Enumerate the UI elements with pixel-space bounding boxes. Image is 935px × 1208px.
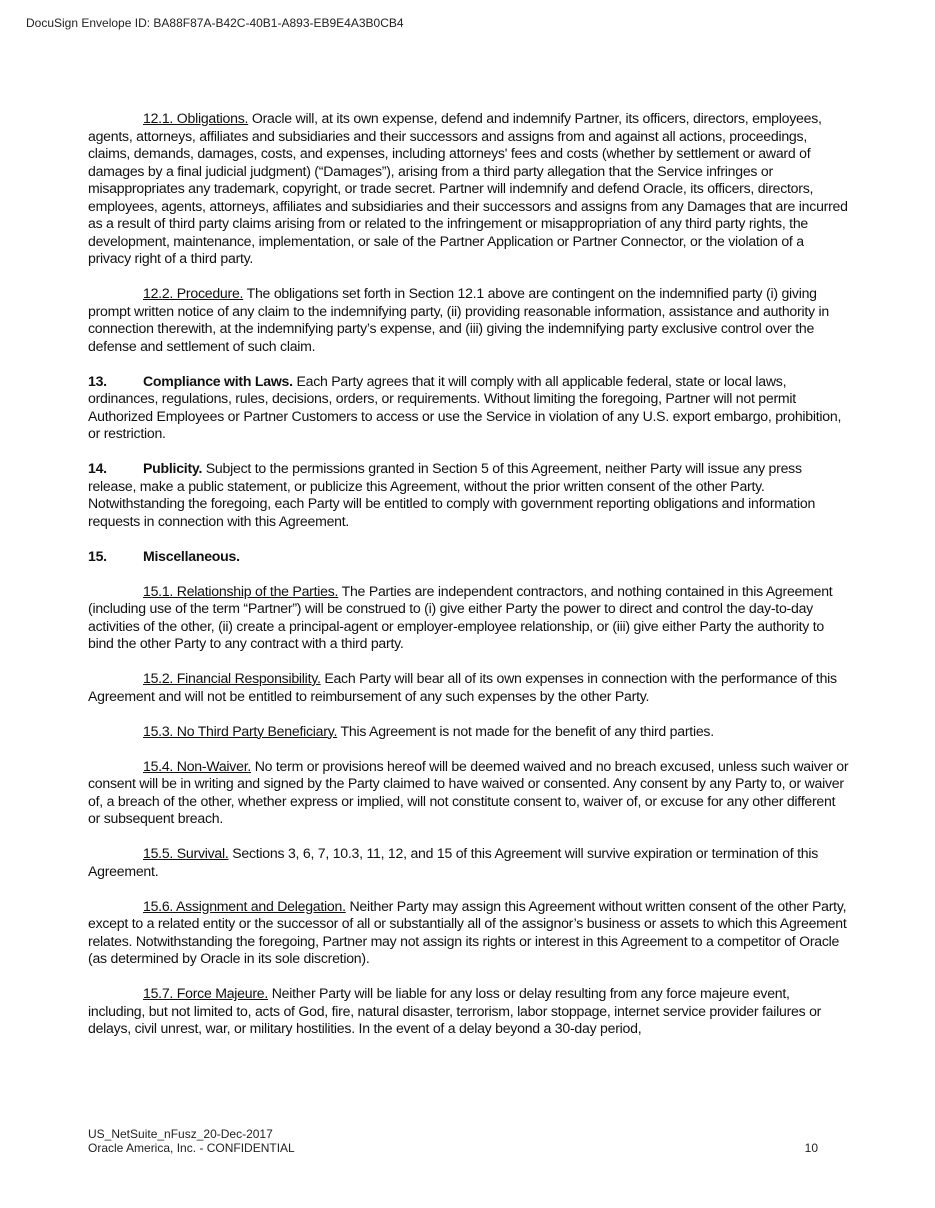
section-14-title: Publicity. <box>143 460 203 476</box>
section-15-4-title: 15.4. Non-Waiver. <box>143 757 252 774</box>
page-footer <box>88 1127 818 1155</box>
section-15-3-title: 15.3. No Third Party Beneficiary. <box>143 722 338 739</box>
document-body <box>88 110 850 1055</box>
section-13-title: Compliance with Laws. <box>143 372 293 389</box>
section-15-7-body: Neither Party will be liable for any loss or delay resulting from any force majeure event, including, but not limited to, acts of God, fire, natural disaster, terrorism, labor stoppage, internet service provider failures or delays, civil unrest, war, or military hostilities. In the event of a delay beyond a 30-day period, <box>88 985 822 1036</box>
section-15-number: 15. <box>88 547 107 564</box>
docusign-envelope-id: DocuSign Envelope ID: BA88F87A-B42C-40B1-A893-EB9E4A3B0CB4 <box>26 16 404 30</box>
section-13 <box>88 373 850 443</box>
section-15-2 <box>88 670 850 705</box>
section-13-number: 13. <box>88 372 107 389</box>
section-15-6-body: Neither Party may assign this Agreement without written consent of the other Party, except to a related entity or the successor of all or substantially all of the assignor’s business or assets to which this Agreement relates. Notwithstanding the foregoing, Partner may not assign its rights or interest in this Agreement to a competitor of Oracle (as determined by Oracle in its sole discretion). <box>88 897 847 966</box>
section-12-1 <box>88 110 850 268</box>
section-15-3-body: This Agreement is not made for the benefit of any third parties. <box>337 722 714 739</box>
section-15-6-title: 15.6. Assignment and Delegation. <box>143 897 346 914</box>
section-15-5-title: 15.5. Survival. <box>143 845 229 861</box>
page-number: 10 <box>804 1141 818 1155</box>
section-15-1-title: 15.1. Relationship of the Parties. <box>143 582 339 599</box>
section-15 <box>88 548 850 566</box>
section-15-6 <box>88 898 850 968</box>
section-15-1-body: The Parties are independent contractors, and nothing contained in this Agreement (including use of the term “Partner”) will be construed to (i) give either Party the power to direct and control the day-to-day activities of the other, (ii) create a principal-agent or employer-employee relationship, or (iii) give either Party the authority to bind the other Party to any contract with a third party. <box>88 582 833 651</box>
section-15-7 <box>88 985 850 1038</box>
section-12-2-title: 12.2. Procedure. <box>143 285 244 301</box>
section-15-4 <box>88 758 850 828</box>
section-14-body: Subject to the permissions granted in Section 5 of this Agreement, neither Party will issue any press release, make a public statement, or publicize this Agreement, without the prior written consent of the other Party. Notwithstanding the foregoing, each Party will be entitled to comply with government reporting obligations and information requests in connection with this Agreement. <box>88 460 816 529</box>
section-13-body: Each Party agrees that it will comply with all applicable federal, state or local laws, ordinances, regulations, rules, decisions, orders, or requirements. Without limiting the foregoing, Partner will not permit Authorized Employees or Partner Customers to access or use the Service in violation of any U.S. export embargo, prohibition, or restriction. <box>88 372 842 441</box>
section-15-title: Miscellaneous. <box>143 547 240 564</box>
section-15-2-title: 15.2. Financial Responsibility. <box>143 670 321 686</box>
section-15-2-body: Each Party will bear all of its own expenses in connection with the performance of this Agreement and will not be entitled to reimbursement of any such expenses by the other Party. <box>88 670 837 704</box>
footer-confidential: Oracle America, Inc. - CONFIDENTIAL <box>88 1141 295 1155</box>
section-15-4-body: No term or provisions hereof will be deemed waived and no breach excused, unless such waiver or consent will be in writing and signed by the Party claimed to have waived or consented. Any consent by any Party to, or waiver of, a breach of the other, whether express or implied, will not constitute consent to, waiver of, or excuse for any other different or subsequent breach. <box>88 757 849 826</box>
section-15-1 <box>88 583 850 653</box>
section-15-7-title: 15.7. Force Majeure. <box>143 985 269 1001</box>
section-12-2-body: The obligations set forth in Section 12.1 above are contingent on the indemnified party (i) giving prompt written notice of any claim to the indemnifying party, (ii) providing reasonable information, assistance and authority in connection therewith, at the indemnifying party’s expense, and (iii) giving the indemnifying party exclusive control over the defense and settlement of such claim. <box>88 285 829 354</box>
section-15-5-body: Sections 3, 6, 7, 10.3, 11, 12, and 15 of this Agreement will survive expiration or termination of this Agreement. <box>88 845 819 879</box>
section-14-number: 14. <box>88 460 107 476</box>
section-15-3 <box>88 723 850 741</box>
section-14 <box>88 460 850 530</box>
section-12-1-title: 12.1. Obligations. <box>143 110 249 126</box>
section-12-1-body: Oracle will, at its own expense, defend and indemnify Partner, its officers, directors, employees, agents, attorneys, affiliates and subsidiaries and their successors and assigns from and against all actions, proceedings, claims, demands, damages, costs, and expenses, including attorneys' fees and costs (whether by settlement or award of damages by a final judicial judgment) (“Damages”), arising from a third party allegation that the Service infringes or misappropriates any trademark, copyright, or trade secret. Partner will indemnify and defend Oracle, its officers, directors, employees, agents, attorneys, affiliates and subsidiaries and their successors and assigns from any Damages that are incurred as a result of third party claims arising from or related to the infringement or misappropriation of any third party rights, the development, maintenance, implementation, or sale of the Partner Application or Partner Connector, or the violation of a privacy right of a third party. <box>88 110 848 266</box>
section-15-5 <box>88 845 850 880</box>
footer-doc-ref: US_NetSuite_nFusz_20-Dec-2017 <box>88 1127 273 1141</box>
section-12-2 <box>88 285 850 355</box>
